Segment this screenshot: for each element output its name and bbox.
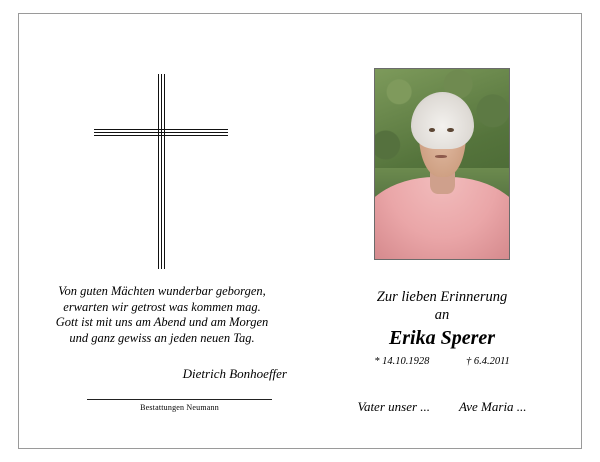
- photo-mouth: [435, 155, 447, 158]
- verse-line: Gott ist mit uns am Abend und am Morgen: [55, 315, 269, 329]
- verse-author: Dietrich Bonhoeffer: [182, 366, 287, 381]
- verse-line: und ganz gewiss an jeden neuen Tag.: [69, 330, 255, 345]
- prayer-ave-maria: Ave Maria ...: [459, 399, 527, 414]
- memorial-heading-line2: an: [434, 307, 450, 323]
- deceased-name: Erika Sperer: [388, 327, 496, 349]
- undertaker-name: Bestattungen Neumann: [140, 403, 219, 412]
- card-right-page: [301, 14, 583, 448]
- prayer-vater-unser: Vater unser ...: [357, 399, 431, 414]
- verse-line: erwarten wir getrost was kommen mag.: [63, 299, 261, 314]
- undertaker-divider: [87, 399, 272, 400]
- birth-date: * 14.10.1928: [374, 356, 430, 367]
- memorial-card: [18, 13, 582, 449]
- life-dates: [301, 356, 583, 367]
- cross-vertical-centerline: [161, 74, 162, 269]
- card-left-page: [19, 14, 301, 448]
- cross-icon: [139, 74, 183, 269]
- prayer-list: [301, 399, 583, 415]
- death-date: † 6.4.2011: [465, 356, 510, 367]
- verse-text: [33, 284, 291, 346]
- photo-eye-right: [447, 128, 454, 132]
- memorial-heading-line1: Zur lieben Erinnerung: [376, 289, 508, 305]
- portrait-photo: [374, 68, 510, 260]
- verse-line: Von guten Mächten wunderbar geborgen,: [58, 284, 266, 298]
- cross-horizontal-centerline: [94, 132, 228, 133]
